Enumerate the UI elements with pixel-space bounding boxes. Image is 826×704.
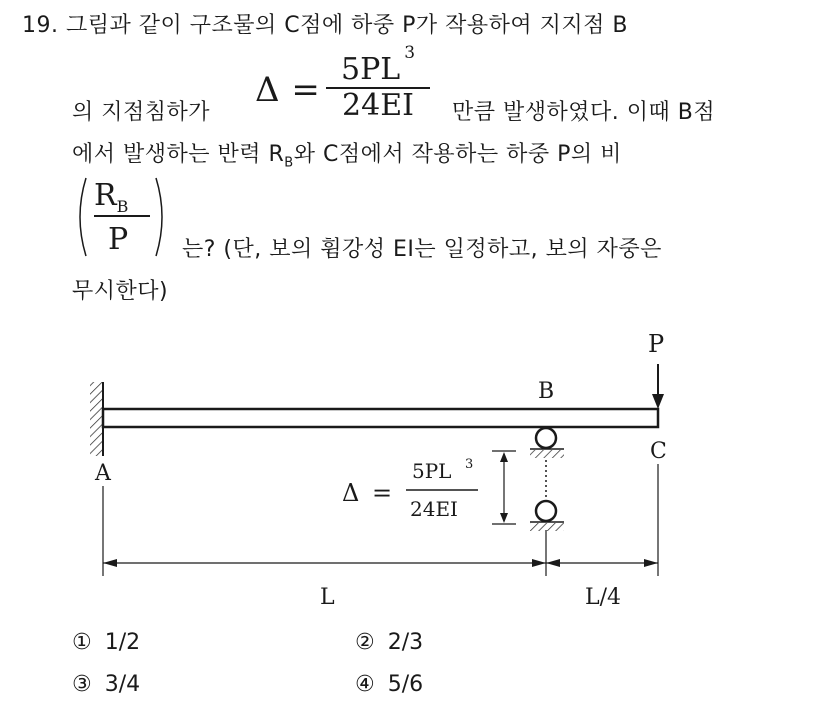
ratio-denominator: P [108, 222, 129, 257]
ratio-numerator: $R_B$ [94, 178, 129, 216]
fig-eq-equals: = [372, 479, 393, 507]
option-4[interactable] [355, 672, 423, 697]
question-number: 19. [22, 13, 59, 38]
option-2-marker: ② [355, 630, 375, 655]
formula-numerator: 5PL $^3$ [340, 43, 416, 87]
fig-eq-numerator: 5PL [412, 459, 452, 483]
label-p: P [648, 330, 665, 358]
roller-support-b [536, 428, 556, 448]
load-arrow-head [652, 394, 664, 409]
dim-arrow-b-left [532, 559, 546, 567]
label-a: A [95, 461, 111, 486]
option-2-text: 2/3 [387, 630, 424, 655]
question-text-1: 그림과 같이 구조물의 C점에 하중 P가 작용하여 지지점 B [66, 13, 628, 38]
option-4-marker: ④ [355, 672, 375, 697]
label-c: C [650, 439, 667, 464]
option-2[interactable] [355, 630, 423, 655]
option-4-text: 5/6 [387, 672, 424, 697]
formula-denominator: 24EI [342, 88, 414, 123]
question-line-5: 무시한다) [72, 279, 169, 304]
roller-hatch-b-settled [530, 523, 564, 531]
question-line-2-suffix: 만큼 발생하였다. 이때 B점 [452, 100, 716, 125]
settlement-arrow-down [500, 513, 508, 523]
option-1[interactable] [72, 630, 140, 655]
beam [103, 409, 658, 427]
fixed-support-hatch [90, 382, 102, 456]
question-line-4: 는? (단, 보의 휨강성 EI는 일정하고, 보의 자중은 [182, 237, 662, 262]
dim-label-l4: L/4 [585, 585, 622, 610]
option-3-marker: ③ [72, 672, 92, 697]
label-b: B [538, 379, 555, 404]
settlement-arrow-up [500, 452, 508, 462]
formula-delta: Δ = [255, 70, 321, 110]
roller-support-b-settled [536, 501, 556, 521]
option-3-text: 3/4 [104, 672, 141, 697]
dim-arrow-a [103, 559, 117, 567]
fig-eq-exponent: 3 [465, 457, 474, 472]
question-line-3: 에서 발생하는 반력 $R_B$와 C점에서 작용하는 하중 P의 비 [72, 142, 622, 171]
question-line-2-prefix: 의 지점침하가 [72, 100, 211, 125]
fig-eq-denominator: 24EI [410, 497, 458, 521]
dim-arrow-c [644, 559, 658, 567]
fig-eq-delta: Δ [342, 479, 360, 507]
roller-hatch-b [530, 450, 564, 458]
option-1-text: 1/2 [104, 630, 141, 655]
dim-label-l: L [320, 585, 335, 610]
dim-arrow-b-right [546, 559, 560, 567]
option-3[interactable] [72, 672, 140, 697]
option-1-marker: ① [72, 630, 92, 655]
